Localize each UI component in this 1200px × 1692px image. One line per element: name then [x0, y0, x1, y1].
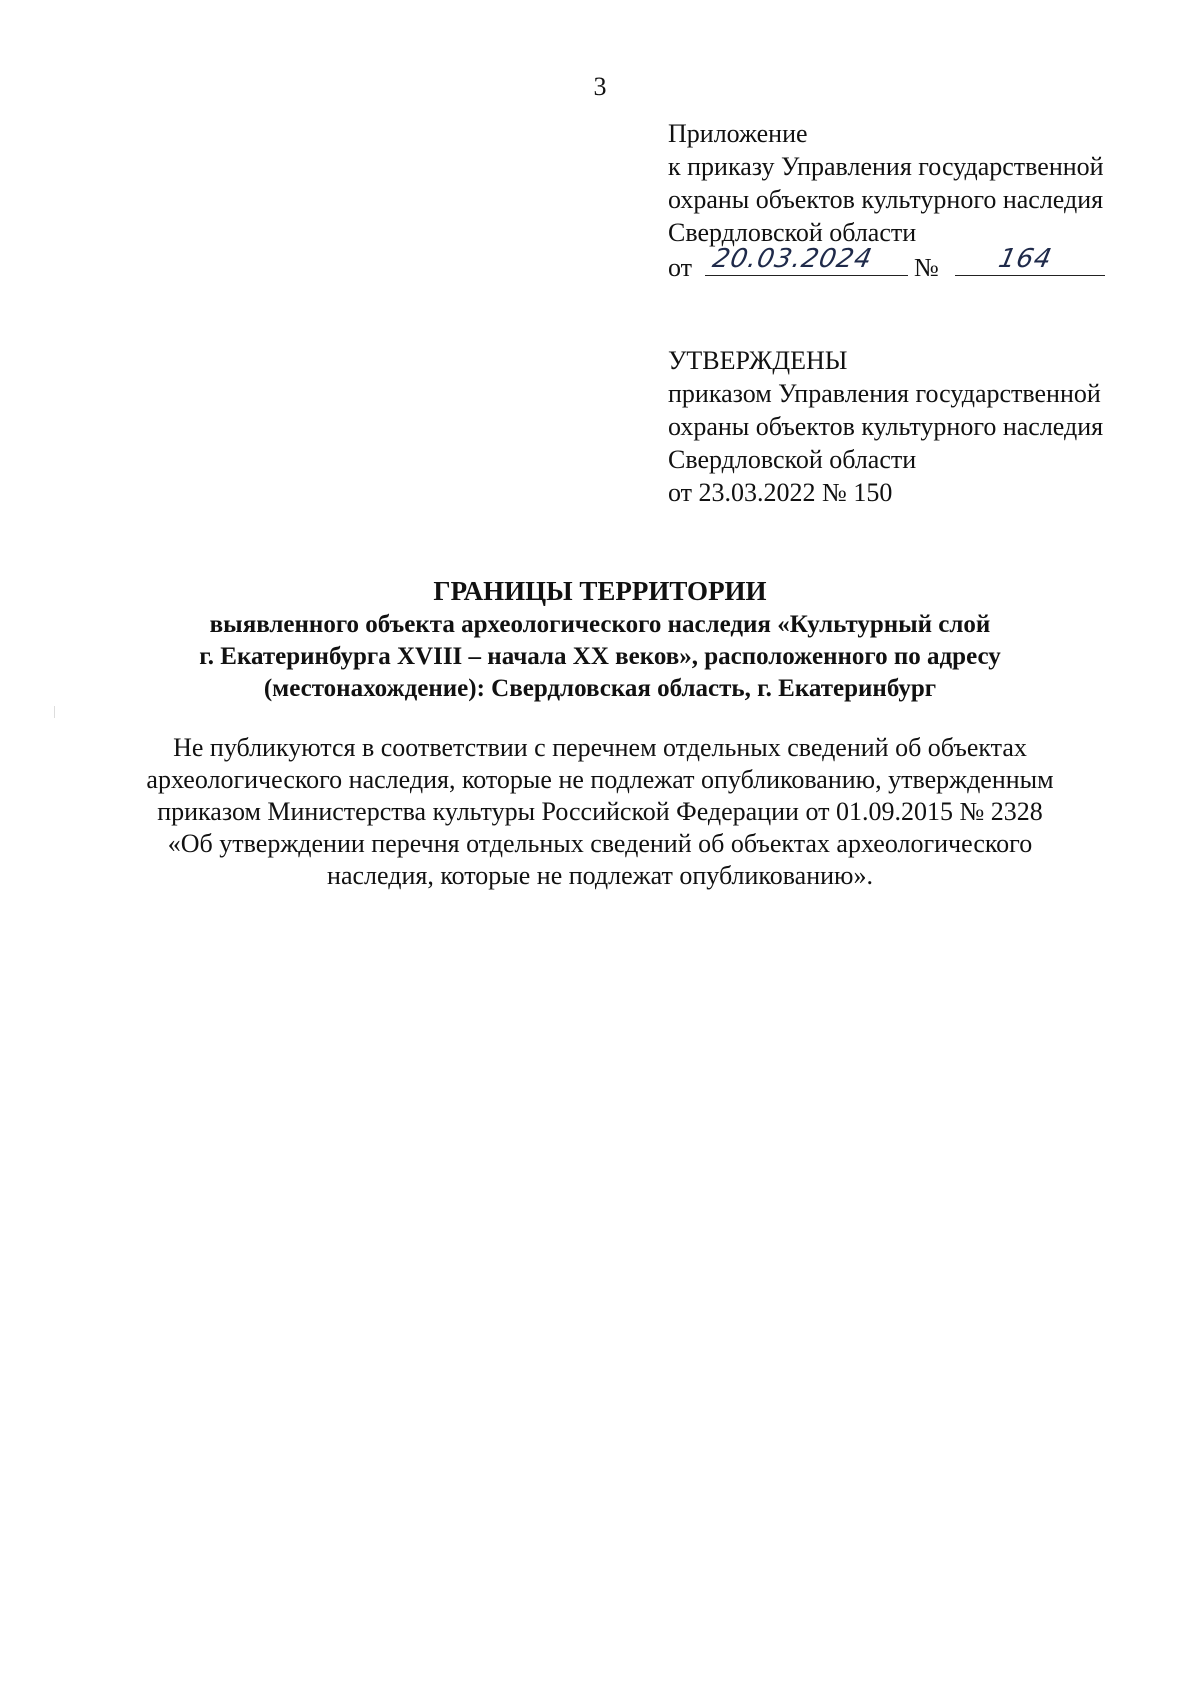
number-sign: № — [914, 253, 939, 282]
appendix-line: охраны объектов культурного наследия — [668, 185, 1104, 214]
date-prefix: от — [668, 253, 693, 282]
date-blank — [705, 244, 908, 276]
handwritten-number: 164 — [996, 244, 1056, 274]
appendix-line: к приказу Управления государственной — [668, 152, 1104, 181]
order-date-line — [668, 244, 1188, 284]
subtitle-line: г. Екатеринбурга XVIII – начала XX веков», расположенного по адресу — [199, 643, 1001, 670]
handwritten-date: 20.03.2024 — [709, 244, 875, 274]
approved-line: от 23.03.2022 № 150 — [668, 478, 893, 507]
approved-line: охраны объектов культурного наследия — [668, 412, 1104, 441]
margin-mark — [54, 706, 55, 718]
subtitle-line: выявленного объекта археологического наследия «Культурный слой — [209, 611, 991, 638]
notice-line: наследия, которые не подлежат опубликованию». — [327, 861, 873, 890]
document-title — [0, 573, 1200, 705]
approved-line: приказом Управления государственной — [668, 379, 1101, 408]
notice-line: «Об утверждении перечня отдельных сведений об объектах археологического — [167, 829, 1033, 858]
approved-line: УТВЕРЖДЕНЫ — [668, 346, 848, 375]
subtitle-line: (местонахождение): Свердловская область, г. Екатеринбург — [263, 675, 937, 702]
notice-paragraph — [0, 732, 1200, 892]
number-blank — [955, 244, 1105, 276]
page-number: 3 — [593, 72, 607, 101]
notice-line: Не публикуются в соответствии с перечнем отдельных сведений об объектах — [173, 733, 1027, 762]
appendix-line: Приложение — [668, 119, 808, 148]
notice-line: приказом Министерства культуры Российской Федерации от 01.09.2015 № 2328 — [157, 797, 1043, 826]
notice-line: археологического наследия, которые не подлежат опубликованию, утвержденным — [146, 765, 1054, 794]
approved-line: Свердловской области — [668, 445, 917, 474]
title-main: ГРАНИЦЫ ТЕРРИТОРИИ — [433, 576, 767, 606]
approved-block — [668, 344, 1188, 509]
appendix-block — [668, 117, 1188, 284]
appendix-line: Свердловской области — [668, 218, 917, 247]
